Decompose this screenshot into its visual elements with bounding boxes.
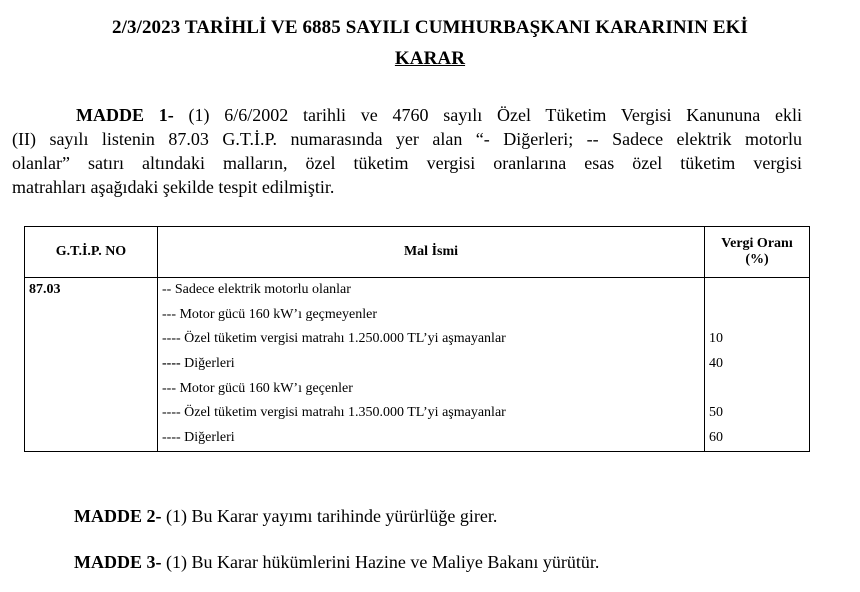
madde-1-label: MADDE 1- bbox=[76, 105, 174, 125]
document-subtitle: KARAR bbox=[394, 48, 466, 69]
oran-value: 10 bbox=[709, 331, 723, 347]
tax-rate-table bbox=[24, 226, 810, 452]
header-vergi-orani-line1: Vergi Oranı bbox=[721, 236, 793, 251]
madde-1-line-4: matrahları aşağıdaki şekilde tespit edilmiştir. bbox=[12, 177, 335, 197]
gtip-cell bbox=[25, 278, 158, 452]
mal-row: ---- Özel tüketim vergisi matrahı 1.350.000 TL’yi aşmayanlar bbox=[162, 405, 506, 421]
madde-3-text: (1) Bu Karar hükümlerini Hazine ve Maliye Bakanı yürütür. bbox=[161, 552, 600, 572]
gtip-code: 87.03 bbox=[29, 282, 61, 297]
mal-row: -- Sadece elektrik motorlu olanlar bbox=[162, 282, 351, 297]
oran-value: 60 bbox=[709, 430, 723, 446]
header-vergi-orani-line2: (%) bbox=[745, 252, 769, 267]
table-body-row bbox=[25, 278, 810, 452]
mal-row: --- Motor gücü 160 kW’ı geçmeyenler bbox=[162, 306, 377, 322]
madde-2-text: (1) Bu Karar yayımı tarihinde yürürlüğe girer. bbox=[161, 506, 498, 526]
oran-value: 40 bbox=[709, 356, 723, 372]
oran-value bbox=[705, 303, 809, 328]
header-gtip: G.T.İ.P. NO bbox=[25, 227, 158, 278]
mal-row: --- Motor gücü 160 kW’ı geçenler bbox=[162, 380, 353, 396]
oran-value bbox=[705, 377, 809, 402]
mal-ismi-cell bbox=[158, 278, 705, 452]
madde-3-label: MADDE 3- bbox=[74, 552, 162, 572]
madde-1-line-3: olanlar” satırı altındaki malların, özel tüketim vergisi oranlarına esas özel tüketim vergisi bbox=[12, 153, 802, 173]
madde-2-label: MADDE 2- bbox=[74, 506, 162, 526]
madde-3-paragraph bbox=[74, 552, 599, 573]
mal-row: ---- Diğerleri bbox=[162, 430, 235, 446]
madde-1-line-2: (II) sayılı listenin 87.03 G.T.İ.P. numarasında yer alan “- Diğerleri; -- Sadece elektrik motorlu bbox=[12, 129, 802, 149]
madde-1-paragraph bbox=[12, 103, 802, 199]
madde-2-paragraph bbox=[74, 506, 497, 527]
madde-1-text-1: (1) 6/6/2002 tarihli ve 4760 sayılı Özel Tüketim Vergisi Kanununa ekli bbox=[173, 105, 802, 125]
document-title: 2/3/2023 TARİHLİ VE 6885 SAYILI CUMHURBAŞKANI KARARININ EKİ bbox=[112, 17, 748, 38]
oran-value bbox=[705, 278, 809, 303]
vergi-orani-cell bbox=[705, 278, 810, 452]
table-header-row bbox=[25, 227, 810, 278]
header-vergi-orani bbox=[705, 227, 810, 278]
oran-value: 50 bbox=[709, 405, 723, 421]
header-mal-ismi: Mal İsmi bbox=[158, 227, 705, 278]
mal-row: ---- Diğerleri bbox=[162, 356, 235, 372]
madde-1-line-1 bbox=[12, 103, 802, 127]
mal-row: ---- Özel tüketim vergisi matrahı 1.250.000 TL’yi aşmayanlar bbox=[162, 331, 506, 347]
